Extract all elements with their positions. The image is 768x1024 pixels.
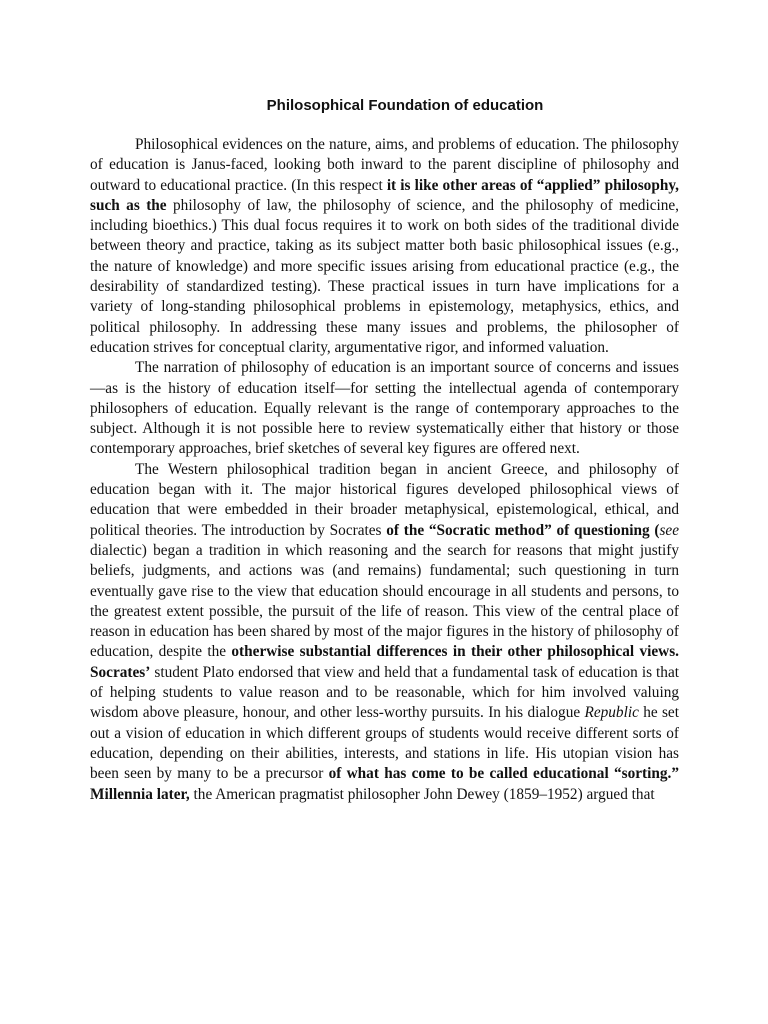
text-run: see	[659, 521, 680, 539]
text-run: otherwise substantial differences in their other philosophical views. Socrates’	[90, 643, 679, 681]
text-run: philosophy of law, the philosophy of science, and the philosophy of medicine, including bioethics.) This dual focus requires it to work on both sides of the traditional divide between theory and practice, taking as its subject matter both basic philosophical issues (e.g., the nature of knowledge) and more specific issues arising from educational practice (e.g., the desirability of standardized testing). These practical issues in turn have implications for a variety of long-standing philosophical problems in epistemology, metaphysics, ethics, and political philosophy. In addressing these many issues and problems, the philosopher of education strives for conceptual clarity, argumentative rigor, and informed valuation.	[90, 196, 679, 356]
paragraph-2	[90, 358, 679, 459]
text-run: of the “Socratic method” of questioning (	[386, 521, 660, 539]
document-title: Philosophical Foundation of education	[266, 97, 544, 114]
text-run: The Western philosophical tradition began in ancient Greece, and philosophy of education began with it. The major historical figures developed philosophical views of education that were embedded in their broader metaphysical, epistemological, ethical, and political theories. The introduction by Socrates	[90, 460, 679, 539]
document-body	[90, 135, 679, 805]
paragraph-3	[90, 460, 679, 805]
text-run: Philosophical evidences on the nature, aims, and problems of education. The philosophy of education is Janus-faced, looking both inward to the parent discipline of philosophy and outward to educational practice. (In this respect	[90, 136, 679, 194]
text-run: dialectic) began a tradition in which reasoning and the search for reasons that might justify beliefs, judgments, and actions was (and remains) fundamental; such questioning in turn eventually gave rise to the view that education should encourage in all students and persons, to the greatest extent possible, the pursuit of the life of reason. This view of the central place of reason in education has been shared by most of the major figures in the history of philosophy of education, despite the	[90, 541, 679, 661]
text-run: student Plato endorsed that view and held that a fundamental task of education is that of helping students to value reason and to be reasonable, which for him involved valuing wisdom above pleasure, honour, and other less-worthy pursuits. In his dialogue	[90, 663, 679, 722]
paragraph-1	[90, 135, 679, 358]
text-run: the American pragmatist philosopher John Dewey (1859–1952) argued that	[189, 785, 655, 803]
text-run: it is like other areas of “applied” philosophy, such as the	[90, 176, 679, 214]
text-run: of what has come to be called educational “sorting.” Millennia later,	[90, 765, 679, 803]
text-run: The narration of philosophy of education is an important source of concerns and issues—as is the history of education itself—for setting the intellectual agenda of contemporary philosophers of education. Equally relevant is the range of contemporary approaches to the subject. Although it is not possible here to review systematically either that history or those contemporary approaches, brief sketches of several key figures are offered next.	[90, 359, 679, 458]
text-run: Republic	[584, 704, 639, 722]
text-run: he set out a vision of education in which different groups of students would receive different sorts of education, depending on their abilities, interests, and stations in life. His utopian vision has been seen by many to be a precursor	[90, 704, 679, 783]
